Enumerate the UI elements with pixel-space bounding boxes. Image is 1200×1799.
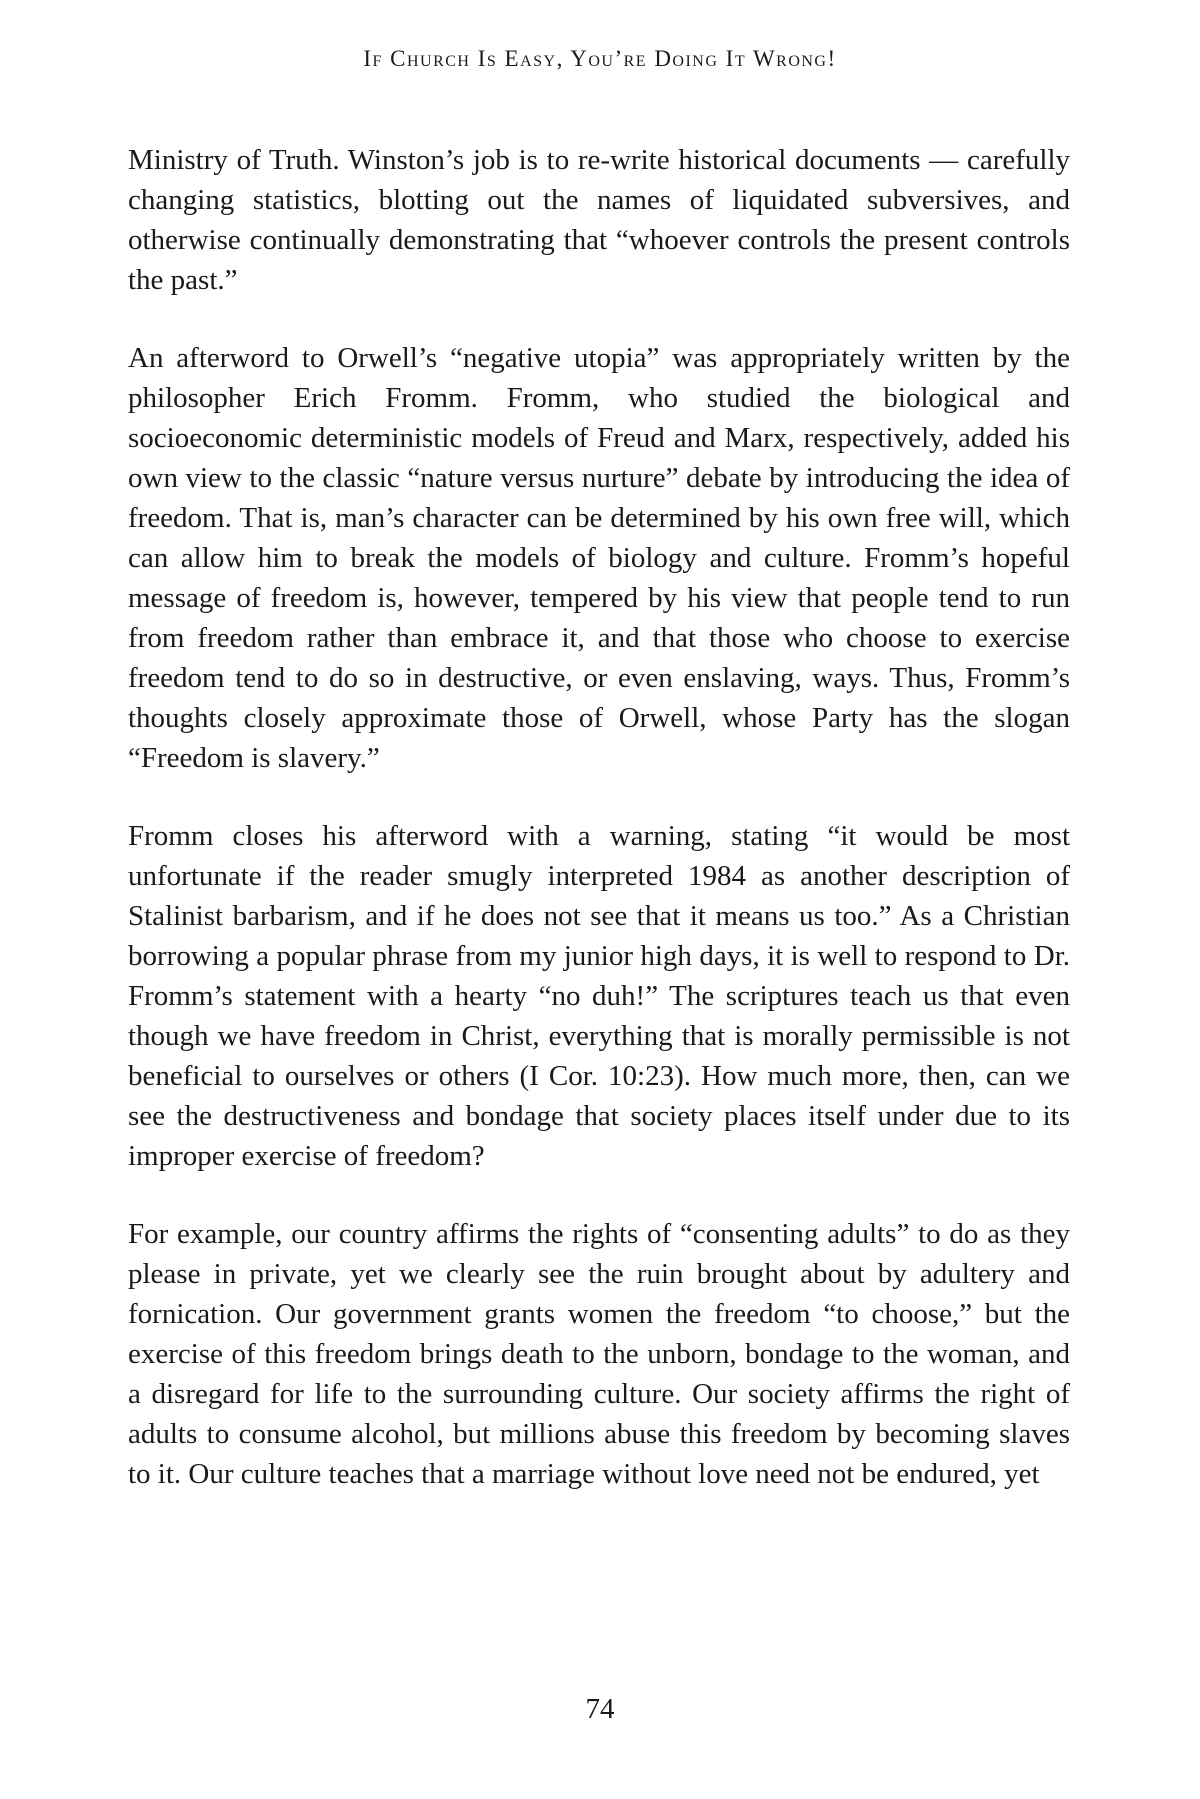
paragraph-3: Fromm closes his afterword with a warning, stating “it would be most unfortunate if the reader smugly interpreted 1984 as another description of Stalinist barbarism, and if he does not see that it means us too.” As a Christian borrowing a popular phrase from my junior high days, it is well to respond to Dr. Fromm’s statement with a hearty “no duh!” The scriptures teach us that even though we have freedom in Christ, everything that is morally permissible is not beneficial to ourselves or others (I Cor. 10:23). How much more, then, can we see the destructiveness and bondage that society places itself under due to its improper exercise of freedom? bbox=[128, 820, 1070, 1172]
page-number: 74 bbox=[585, 1693, 615, 1725]
paragraph-4: For example, our country affirms the rights of “consenting adults” to do as they please in private, yet we clearly see the ruin brought about by adultery and fornication. Our government grants women the freedom “to choose,” but the exercise of this freedom brings death to the unborn, bondage to the woman, and a disregard for life to the surrounding culture. Our society affirms the right of adults to consume alcohol, but millions abuse this freedom by becoming slaves to it. Our culture teaches that a marriage without love need not be endured, yet bbox=[128, 1218, 1070, 1490]
body-text bbox=[128, 140, 1070, 1532]
running-header-title: If Church Is Easy, You’re Doing It Wrong! bbox=[363, 46, 837, 71]
paragraph-2: An afterword to Orwell’s “negative utopia” was appropriately written by the philosopher Erich Fromm. Fromm, who studied the biological and socioeconomic deterministic models of Freud and Marx, respectively, added his own view to the classic “nature versus nurture” debate by introducing the idea of freedom. That is, man’s character can be determined by his own free will, which can allow him to break the models of biology and culture. Fromm’s hopeful message of freedom is, however, tempered by his view that people tend to run from freedom rather than embrace it, and that those who choose to exercise freedom tend to do so in destructive, or even enslaving, ways. Thus, Fromm’s thoughts closely approximate those of Orwell, whose Party has the slogan “Freedom is slavery.” bbox=[128, 342, 1070, 774]
paragraph-1: Ministry of Truth. Winston’s job is to re-write historical documents — carefully changing statistics, blotting out the names of liquidated subversives, and otherwise continually demonstrating that “whoever controls the present controls the past.” bbox=[128, 144, 1070, 296]
